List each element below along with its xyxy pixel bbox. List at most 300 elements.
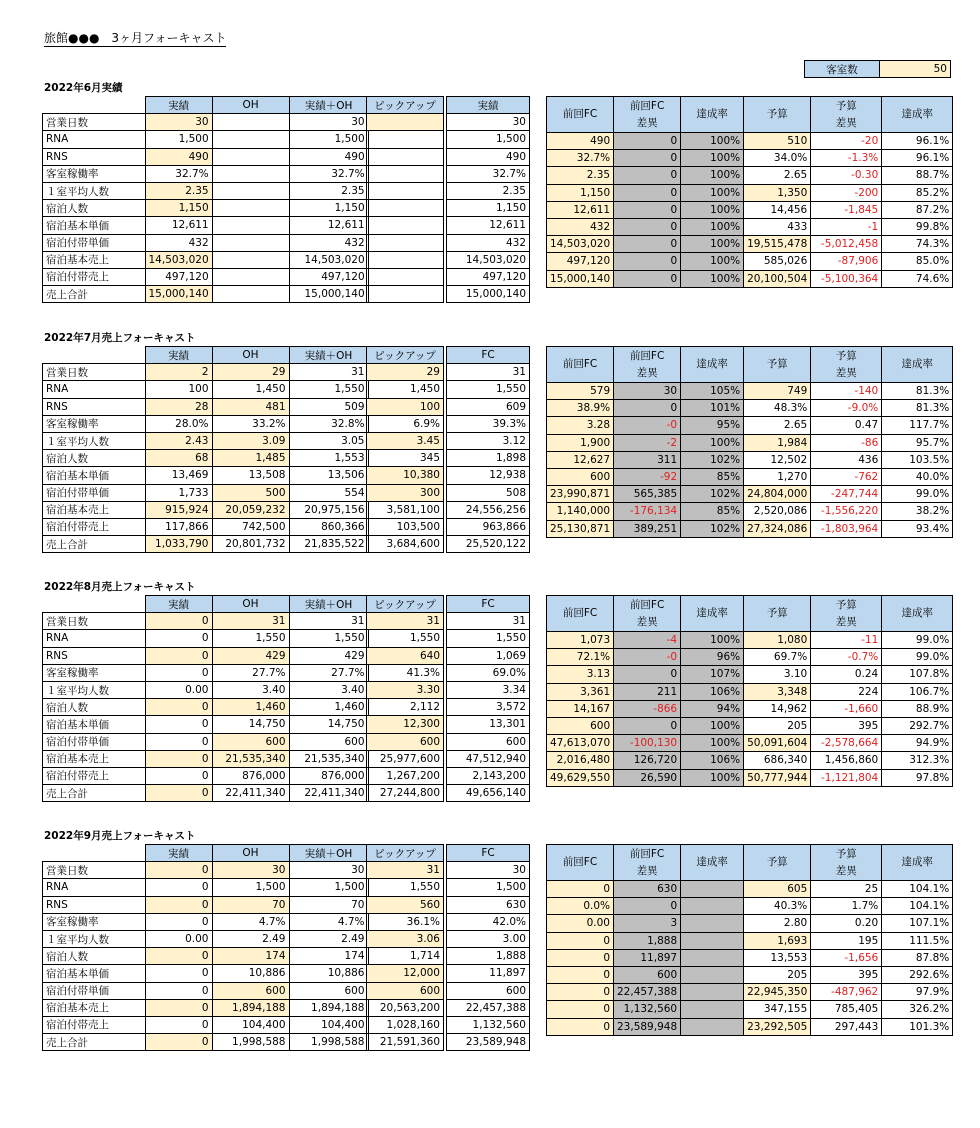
table-cell: 2 <box>145 364 212 381</box>
fc-cell: 32.7% <box>447 165 530 182</box>
pickup-cell <box>367 165 444 182</box>
table-cell: 0 <box>145 913 212 930</box>
comparison-header-label: 予算 差異 <box>835 847 857 877</box>
comparison-cell: 50,091,604 <box>744 735 811 752</box>
comparison-cell <box>681 984 744 1001</box>
pickup-cell: 27,244,800 <box>367 785 444 802</box>
comparison-cell: 96.1% <box>882 150 953 167</box>
comparison-cell: 749 <box>744 383 811 400</box>
pickup-table-jun <box>366 96 444 303</box>
comparison-cell: 3.28 <box>547 417 614 434</box>
comparison-cell: 510 <box>744 133 811 150</box>
comparison-cell: 96% <box>681 649 744 666</box>
comparison-cell: 13,553 <box>744 949 811 966</box>
comparison-cell: 1,073 <box>547 632 614 649</box>
fc-cell: 2,143,200 <box>447 767 530 784</box>
comparison-cell: 26,590 <box>614 769 681 786</box>
table-cell: 0 <box>145 716 212 733</box>
table-cell: 1,553 <box>289 450 368 467</box>
table-cell: 497,120 <box>289 268 368 285</box>
comparison-cell: -11 <box>811 632 882 649</box>
table-cell: 4.7% <box>289 913 368 930</box>
pickup-cell: 3,581,100 <box>367 501 444 518</box>
fc-cell: 49,656,140 <box>447 785 530 802</box>
comparison-cell: 15,000,140 <box>547 270 614 287</box>
comparison-row <box>547 218 953 235</box>
column-header: 実績＋OH <box>289 347 368 364</box>
comparison-row <box>547 752 953 769</box>
comparison-cell: 100% <box>681 201 744 218</box>
comparison-cell: 85% <box>681 468 744 485</box>
table-row <box>43 251 369 268</box>
row-label: 営業日数 <box>43 862 146 879</box>
comparison-cell: 107% <box>681 666 744 683</box>
comparison-header-label: 前回FC 差異 <box>629 847 665 877</box>
comparison-cell: 497,120 <box>547 253 614 270</box>
comparison-cell: -0 <box>614 417 681 434</box>
table-cell: 600 <box>289 982 368 999</box>
fc-cell: 23,589,948 <box>447 1034 530 1051</box>
table-cell: 28 <box>145 398 212 415</box>
comparison-cell <box>681 1001 744 1018</box>
table-cell: 3.09 <box>212 432 289 449</box>
comparison-cell: 0.47 <box>811 417 882 434</box>
table-row <box>43 131 369 148</box>
table-cell: 21,835,522 <box>289 536 368 553</box>
fc-cell: 2.35 <box>447 182 530 199</box>
comparison-cell: 600 <box>614 966 681 983</box>
comparison-cell: 103.5% <box>882 451 953 468</box>
comparison-cell: 195 <box>811 932 882 949</box>
row-label: RNS <box>43 148 146 165</box>
pickup-cell: 29 <box>367 364 444 381</box>
comparison-header <box>744 97 811 133</box>
comparison-table-aug <box>546 595 953 787</box>
table-row <box>43 630 369 647</box>
comparison-cell: -762 <box>811 468 882 485</box>
table-row <box>43 1034 369 1051</box>
table-cell: 0 <box>145 647 212 664</box>
comparison-header <box>547 596 614 632</box>
comparison-header <box>614 845 681 881</box>
comparison-cell: 100% <box>681 434 744 451</box>
table-cell: 0 <box>145 630 212 647</box>
comparison-cell: 100% <box>681 236 744 253</box>
comparison-cell: 40.3% <box>744 898 811 915</box>
comparison-cell: 14,962 <box>744 700 811 717</box>
pickup-cell: 3,684,600 <box>367 536 444 553</box>
comparison-header <box>882 845 953 881</box>
comparison-cell: -86 <box>811 434 882 451</box>
comparison-cell: 12,502 <box>744 451 811 468</box>
comparison-cell: 22,945,350 <box>744 984 811 1001</box>
comparison-cell: 100% <box>681 184 744 201</box>
table-row <box>43 148 369 165</box>
comparison-row <box>547 984 953 1001</box>
fc-cell: 24,556,256 <box>447 501 530 518</box>
table-cell: 174 <box>289 948 368 965</box>
table-row <box>43 536 369 553</box>
fc-cell: 13,301 <box>447 716 530 733</box>
comparison-cell: 3.13 <box>547 666 614 683</box>
comparison-cell: 0 <box>547 1018 614 1035</box>
column-header: OH <box>212 845 289 862</box>
comparison-cell: 72.1% <box>547 649 614 666</box>
section-title-aug: 2022年8月売上フォーキャスト <box>44 581 196 593</box>
row-label: 宿泊人数 <box>43 699 146 716</box>
table-cell: 0 <box>145 948 212 965</box>
comparison-cell: 101.3% <box>882 1018 953 1035</box>
comparison-row <box>547 184 953 201</box>
table-row <box>43 234 369 251</box>
comparison-row <box>547 898 953 915</box>
comparison-header <box>547 97 614 133</box>
comparison-cell: 347,155 <box>744 1001 811 1018</box>
table-row <box>43 664 369 681</box>
fc-cell: 3.00 <box>447 930 530 947</box>
table-cell: 14,750 <box>289 716 368 733</box>
comparison-cell: 20,100,504 <box>744 270 811 287</box>
fc-cell: 31 <box>447 364 530 381</box>
comparison-cell: -1,660 <box>811 700 882 717</box>
comparison-cell: 102% <box>681 520 744 537</box>
pickup-cell: 12,300 <box>367 716 444 733</box>
comparison-cell: 579 <box>547 383 614 400</box>
table-cell: 1,500 <box>212 879 289 896</box>
table-cell: 1,733 <box>145 484 212 501</box>
comparison-cell: 2,520,086 <box>744 503 811 520</box>
fc-header: FC <box>447 845 530 862</box>
table-cell: 1,550 <box>289 381 368 398</box>
fc-cell: 1,550 <box>447 630 530 647</box>
comparison-cell <box>681 932 744 949</box>
comparison-cell: 0 <box>614 167 681 184</box>
comparison-cell: 106% <box>681 752 744 769</box>
table-cell: 500 <box>212 484 289 501</box>
room-count-label: 客室数 <box>805 61 880 78</box>
table-cell: 915,924 <box>145 501 212 518</box>
comparison-cell: 389,251 <box>614 520 681 537</box>
fc-cell: 30 <box>447 862 530 879</box>
row-label: 宿泊基本単価 <box>43 467 146 484</box>
comparison-cell: -4 <box>614 632 681 649</box>
table-cell: 104,400 <box>212 1016 289 1033</box>
comparison-cell: 395 <box>811 966 882 983</box>
section-title-sep: 2022年9月売上フォーキャスト <box>44 830 196 842</box>
comparison-cell: 686,340 <box>744 752 811 769</box>
row-label: RNS <box>43 647 146 664</box>
comparison-cell: 1,888 <box>614 932 681 949</box>
comparison-cell: -100,130 <box>614 735 681 752</box>
comparison-cell: 106% <box>681 683 744 700</box>
pickup-cell: 31 <box>367 613 444 630</box>
comparison-cell: 50,777,944 <box>744 769 811 786</box>
table-row <box>43 286 369 303</box>
table-cell: 432 <box>289 234 368 251</box>
comparison-cell: 95.7% <box>882 434 953 451</box>
fc-cell: 3,572 <box>447 699 530 716</box>
table-cell: 0.00 <box>145 681 212 698</box>
comparison-header-label: 前回FC <box>562 607 598 619</box>
pickup-cell: 3.45 <box>367 432 444 449</box>
table-cell: 1,460 <box>212 699 289 716</box>
comparison-cell: -0.7% <box>811 649 882 666</box>
pickup-cell: 1,550 <box>367 630 444 647</box>
table-row <box>43 450 369 467</box>
comparison-cell: 312.3% <box>882 752 953 769</box>
comparison-cell <box>681 915 744 932</box>
comparison-cell: 100% <box>681 717 744 734</box>
comparison-row <box>547 683 953 700</box>
comparison-cell: 2.65 <box>744 417 811 434</box>
table-cell: 0 <box>145 1034 212 1051</box>
comparison-table-sep <box>546 844 953 1036</box>
comparison-cell: -1 <box>811 218 882 235</box>
fc-cell: 1,132,560 <box>447 1016 530 1033</box>
comparison-cell <box>681 949 744 966</box>
pickup-table-aug <box>366 595 444 802</box>
comparison-cell: 0 <box>614 150 681 167</box>
comparison-header <box>547 845 614 881</box>
section-title-jul: 2022年7月売上フォーキャスト <box>44 332 196 344</box>
table-cell: 174 <box>212 948 289 965</box>
table-cell: 20,059,232 <box>212 501 289 518</box>
comparison-cell: 40.0% <box>882 468 953 485</box>
comparison-cell: 100% <box>681 270 744 287</box>
row-label: 宿泊付帯単価 <box>43 484 146 501</box>
comparison-cell: 100% <box>681 150 744 167</box>
comparison-header-label: 達成率 <box>901 358 933 370</box>
comparison-header-label: 達成率 <box>696 108 728 120</box>
column-header: 実績 <box>145 347 212 364</box>
row-label: 宿泊基本単価 <box>43 716 146 733</box>
row-label: 営業日数 <box>43 613 146 630</box>
comparison-cell: 0 <box>614 270 681 287</box>
table-cell: 12,611 <box>289 217 368 234</box>
fc-cell: 432 <box>447 234 530 251</box>
table-cell: 14,503,020 <box>289 251 368 268</box>
fc-cell: 508 <box>447 484 530 501</box>
table-row <box>43 948 369 965</box>
table-cell: 70 <box>289 896 368 913</box>
table-cell: 104,400 <box>289 1016 368 1033</box>
comparison-cell: 81.3% <box>882 400 953 417</box>
comparison-cell: 605 <box>744 881 811 898</box>
comparison-row <box>547 434 953 451</box>
comparison-cell: -1,121,804 <box>811 769 882 786</box>
comparison-header <box>614 347 681 383</box>
table-cell: 32.8% <box>289 415 368 432</box>
fc-cell: 1,898 <box>447 450 530 467</box>
column-header: 実績＋OH <box>289 97 368 114</box>
row-label: RNA <box>43 131 146 148</box>
comparison-cell: 23,292,505 <box>744 1018 811 1035</box>
header-spacer <box>43 845 146 862</box>
comparison-cell: 0 <box>547 966 614 983</box>
row-label: １室平均人数 <box>43 182 146 199</box>
fc-cell: 600 <box>447 982 530 999</box>
comparison-cell: 292.6% <box>882 966 953 983</box>
table-row <box>43 716 369 733</box>
comparison-cell: 23,589,948 <box>614 1018 681 1035</box>
comparison-cell: 585,026 <box>744 253 811 270</box>
row-label: 客室稼働率 <box>43 913 146 930</box>
fc-cell: 69.0% <box>447 664 530 681</box>
fc-header: FC <box>447 347 530 364</box>
table-cell <box>212 217 289 234</box>
comparison-cell: -92 <box>614 468 681 485</box>
comparison-row <box>547 932 953 949</box>
table-cell: 1,500 <box>145 131 212 148</box>
comparison-cell: 0 <box>547 881 614 898</box>
comparison-cell: -1,656 <box>811 949 882 966</box>
pickup-cell: 1,267,200 <box>367 767 444 784</box>
table-cell: 0 <box>145 750 212 767</box>
comparison-row <box>547 717 953 734</box>
comparison-cell: 106.7% <box>882 683 953 700</box>
table-cell: 600 <box>289 733 368 750</box>
table-cell: 1,033,790 <box>145 536 212 553</box>
table-cell: 1,998,588 <box>289 1034 368 1051</box>
table-cell: 117,866 <box>145 518 212 535</box>
table-row <box>43 268 369 285</box>
comparison-cell: 99.0% <box>882 632 953 649</box>
comparison-cell: -1,803,964 <box>811 520 882 537</box>
comparison-cell: 0 <box>614 201 681 218</box>
table-row <box>43 381 369 398</box>
comparison-header-label: 達成率 <box>696 856 728 868</box>
comparison-header-label: 予算 <box>766 856 788 868</box>
pickup-cell <box>367 200 444 217</box>
pickup-cell: 1,550 <box>367 879 444 896</box>
pickup-header: ピックアップ <box>367 97 444 114</box>
comparison-cell: 0 <box>547 949 614 966</box>
table-cell: 30 <box>145 114 212 131</box>
table-cell: 70 <box>212 896 289 913</box>
left-table-jul <box>42 346 369 553</box>
table-cell: 0 <box>145 785 212 802</box>
pickup-cell: 560 <box>367 896 444 913</box>
comparison-row <box>547 915 953 932</box>
comparison-cell: 100% <box>681 133 744 150</box>
comparison-cell: 12,611 <box>547 201 614 218</box>
comparison-cell: 1,693 <box>744 932 811 949</box>
comparison-table-jun <box>546 96 953 288</box>
comparison-row <box>547 735 953 752</box>
comparison-cell: 85% <box>681 503 744 520</box>
table-row <box>43 647 369 664</box>
comparison-header <box>811 347 882 383</box>
comparison-header-label: 前回FC 差異 <box>629 99 665 129</box>
comparison-cell: -247,744 <box>811 486 882 503</box>
row-label: 宿泊付帯売上 <box>43 518 146 535</box>
comparison-cell: 99.8% <box>882 218 953 235</box>
comparison-header <box>882 596 953 632</box>
table-cell: 33.2% <box>212 415 289 432</box>
fc-cell: 1,550 <box>447 381 530 398</box>
row-label: １室平均人数 <box>43 930 146 947</box>
row-label: 宿泊基本単価 <box>43 217 146 234</box>
comparison-row <box>547 383 953 400</box>
pickup-cell <box>367 234 444 251</box>
pickup-cell: 41.3% <box>367 664 444 681</box>
table-row <box>43 415 369 432</box>
header-spacer <box>43 596 146 613</box>
table-cell: 1,500 <box>289 879 368 896</box>
fc-cell: 1,888 <box>447 948 530 965</box>
table-row <box>43 862 369 879</box>
comparison-row <box>547 417 953 434</box>
fc-table-sep <box>446 844 530 1051</box>
pickup-cell <box>367 251 444 268</box>
comparison-cell: 99.0% <box>882 649 953 666</box>
table-row <box>43 398 369 415</box>
table-cell: 0 <box>145 664 212 681</box>
table-cell: 860,366 <box>289 518 368 535</box>
room-count-box <box>804 60 951 78</box>
comparison-row <box>547 666 953 683</box>
fc-table-jul <box>446 346 530 553</box>
pickup-cell: 25,977,600 <box>367 750 444 767</box>
table-row <box>43 785 369 802</box>
comparison-cell: 96.1% <box>882 133 953 150</box>
comparison-header-label: 予算 差異 <box>835 99 857 129</box>
pickup-cell: 36.1% <box>367 913 444 930</box>
fc-cell: 31 <box>447 613 530 630</box>
pickup-cell <box>367 131 444 148</box>
comparison-cell: 297,443 <box>811 1018 882 1035</box>
row-label: 売上合計 <box>43 286 146 303</box>
pickup-header: ピックアップ <box>367 347 444 364</box>
comparison-header-label: 達成率 <box>901 607 933 619</box>
table-cell: 3.05 <box>289 432 368 449</box>
table-cell: 0 <box>145 965 212 982</box>
table-cell: 12,611 <box>145 217 212 234</box>
table-cell: 15,000,140 <box>145 286 212 303</box>
fc-cell: 1,500 <box>447 879 530 896</box>
table-cell: 429 <box>289 647 368 664</box>
comparison-cell: 1,132,560 <box>614 1001 681 1018</box>
comparison-cell: 2,016,480 <box>547 752 614 769</box>
table-cell: 4.7% <box>212 913 289 930</box>
table-cell: 0 <box>145 879 212 896</box>
table-cell: 10,886 <box>289 965 368 982</box>
fc-cell: 25,520,122 <box>447 536 530 553</box>
table-row <box>43 165 369 182</box>
row-label: 宿泊人数 <box>43 200 146 217</box>
row-label: 宿泊付帯売上 <box>43 767 146 784</box>
table-row <box>43 1016 369 1033</box>
table-cell: 490 <box>289 148 368 165</box>
table-cell <box>212 286 289 303</box>
comparison-header-label: 予算 <box>766 607 788 619</box>
table-cell: 2.49 <box>289 930 368 947</box>
comparison-cell: 94% <box>681 700 744 717</box>
comparison-cell: 1,080 <box>744 632 811 649</box>
pickup-cell: 2,112 <box>367 699 444 716</box>
comparison-cell: 69.7% <box>744 649 811 666</box>
comparison-cell: -140 <box>811 383 882 400</box>
fc-cell: 1,500 <box>447 131 530 148</box>
pickup-cell: 600 <box>367 982 444 999</box>
comparison-cell: 87.8% <box>882 949 953 966</box>
pickup-cell: 1,450 <box>367 381 444 398</box>
comparison-header-label: 前回FC <box>562 108 598 120</box>
comparison-cell: -1,556,220 <box>811 503 882 520</box>
comparison-header <box>811 596 882 632</box>
comparison-header-label: 予算 差異 <box>835 349 857 379</box>
table-cell: 30 <box>212 862 289 879</box>
